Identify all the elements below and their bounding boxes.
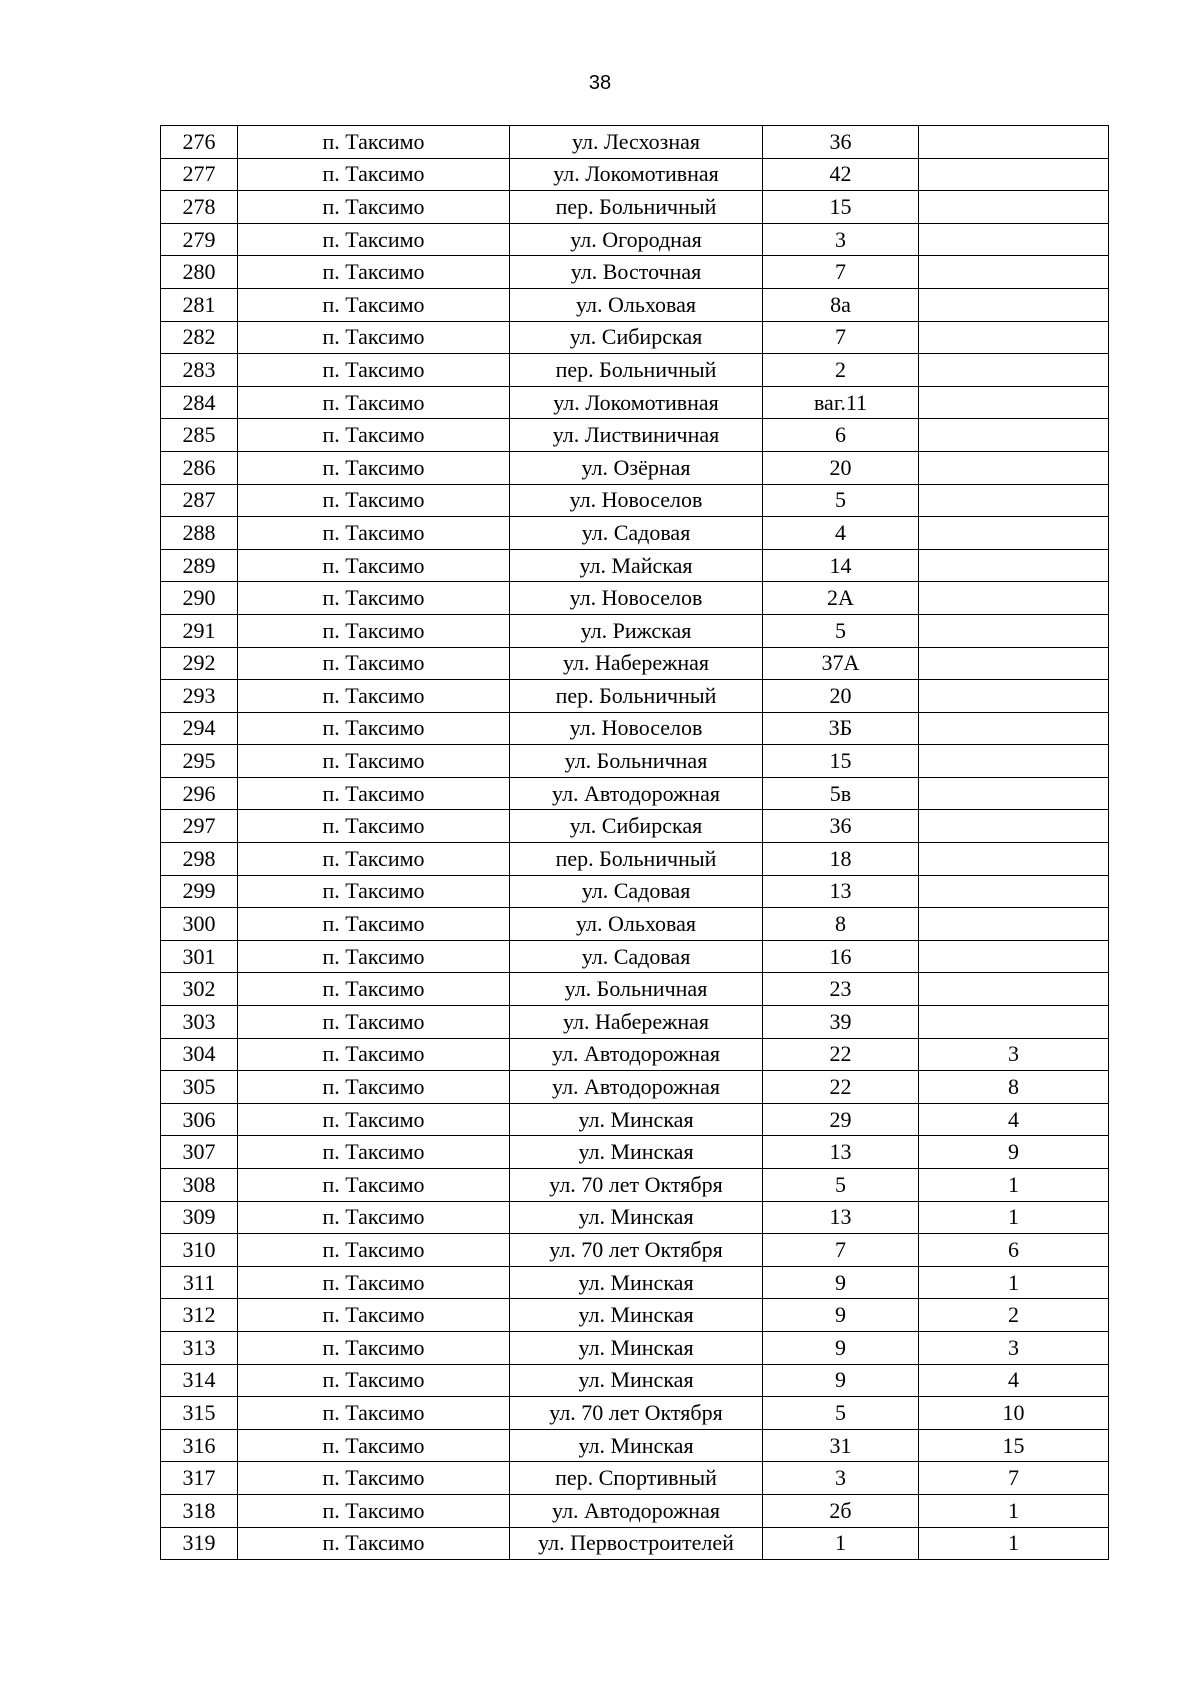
street-cell: ул. Локомотивная — [510, 158, 763, 191]
apartment-cell: 4 — [919, 1103, 1109, 1136]
house-number-cell: 5 — [763, 1397, 919, 1430]
apartment-cell — [919, 712, 1109, 745]
table-row — [161, 451, 1109, 484]
locality-cell: п. Таксимо — [238, 354, 510, 387]
house-number-cell: 20 — [763, 680, 919, 713]
row-number-cell: 305 — [161, 1071, 238, 1104]
street-cell: ул. Локомотивная — [510, 386, 763, 419]
row-number-cell: 289 — [161, 549, 238, 582]
locality-cell: п. Таксимо — [238, 1299, 510, 1332]
table-row — [161, 191, 1109, 224]
house-number-cell: 14 — [763, 549, 919, 582]
locality-cell: п. Таксимо — [238, 223, 510, 256]
row-number-cell: 297 — [161, 810, 238, 843]
street-cell: ул. Майская — [510, 549, 763, 582]
street-cell: ул. Минская — [510, 1136, 763, 1169]
apartment-cell: 1 — [919, 1169, 1109, 1202]
apartment-cell: 6 — [919, 1234, 1109, 1267]
row-number-cell: 304 — [161, 1038, 238, 1071]
row-number-cell: 290 — [161, 582, 238, 615]
row-number-cell: 314 — [161, 1364, 238, 1397]
house-number-cell: 42 — [763, 158, 919, 191]
house-number-cell: 7 — [763, 1234, 919, 1267]
locality-cell: п. Таксимо — [238, 1266, 510, 1299]
locality-cell: п. Таксимо — [238, 582, 510, 615]
house-number-cell: 29 — [763, 1103, 919, 1136]
locality-cell: п. Таксимо — [238, 614, 510, 647]
table-row — [161, 288, 1109, 321]
street-cell: ул. Минская — [510, 1364, 763, 1397]
locality-cell: п. Таксимо — [238, 1494, 510, 1527]
table-row — [161, 745, 1109, 778]
apartment-cell — [919, 810, 1109, 843]
apartment-cell: 1 — [919, 1527, 1109, 1560]
street-cell: ул. Огородная — [510, 223, 763, 256]
address-table — [160, 125, 1109, 1560]
row-number-cell: 312 — [161, 1299, 238, 1332]
row-number-cell: 283 — [161, 354, 238, 387]
house-number-cell: 31 — [763, 1429, 919, 1462]
table-row — [161, 1266, 1109, 1299]
row-number-cell: 303 — [161, 1006, 238, 1039]
house-number-cell: 1 — [763, 1527, 919, 1560]
locality-cell: п. Таксимо — [238, 1136, 510, 1169]
locality-cell: п. Таксимо — [238, 777, 510, 810]
page-number: 38 — [588, 72, 612, 94]
apartment-cell: 7 — [919, 1462, 1109, 1495]
row-number-cell: 298 — [161, 843, 238, 876]
row-number-cell: 302 — [161, 973, 238, 1006]
table-row — [161, 875, 1109, 908]
locality-cell: п. Таксимо — [238, 517, 510, 550]
house-number-cell: 20 — [763, 451, 919, 484]
table-row — [161, 1071, 1109, 1104]
street-cell: ул. Восточная — [510, 256, 763, 289]
row-number-cell: 308 — [161, 1169, 238, 1202]
table-row — [161, 126, 1109, 159]
apartment-cell — [919, 940, 1109, 973]
row-number-cell: 284 — [161, 386, 238, 419]
apartment-cell: 1 — [919, 1266, 1109, 1299]
locality-cell: п. Таксимо — [238, 1527, 510, 1560]
table-row — [161, 1234, 1109, 1267]
street-cell: ул. Автодорожная — [510, 1038, 763, 1071]
table-row — [161, 1331, 1109, 1364]
locality-cell: п. Таксимо — [238, 1429, 510, 1462]
table-row — [161, 1169, 1109, 1202]
house-number-cell: 5 — [763, 484, 919, 517]
apartment-cell — [919, 158, 1109, 191]
table-row — [161, 1429, 1109, 1462]
table-row — [161, 973, 1109, 1006]
house-number-cell: 5в — [763, 777, 919, 810]
house-number-cell: 13 — [763, 875, 919, 908]
house-number-cell: 2б — [763, 1494, 919, 1527]
locality-cell: п. Таксимо — [238, 940, 510, 973]
row-number-cell: 285 — [161, 419, 238, 452]
house-number-cell: 16 — [763, 940, 919, 973]
street-cell: ул. Минская — [510, 1429, 763, 1462]
apartment-cell — [919, 1006, 1109, 1039]
street-cell: ул. 70 лет Октября — [510, 1169, 763, 1202]
table-row — [161, 419, 1109, 452]
locality-cell: п. Таксимо — [238, 288, 510, 321]
row-number-cell: 310 — [161, 1234, 238, 1267]
locality-cell: п. Таксимо — [238, 549, 510, 582]
street-cell: ул. Автодорожная — [510, 777, 763, 810]
table-row — [161, 810, 1109, 843]
apartment-cell: 2 — [919, 1299, 1109, 1332]
apartment-cell: 9 — [919, 1136, 1109, 1169]
table-row — [161, 777, 1109, 810]
apartment-cell — [919, 973, 1109, 1006]
table-row — [161, 614, 1109, 647]
house-number-cell: 6 — [763, 419, 919, 452]
street-cell: пер. Больничный — [510, 191, 763, 224]
house-number-cell: 15 — [763, 745, 919, 778]
row-number-cell: 307 — [161, 1136, 238, 1169]
row-number-cell: 282 — [161, 321, 238, 354]
house-number-cell: 7 — [763, 321, 919, 354]
row-number-cell: 286 — [161, 451, 238, 484]
locality-cell: п. Таксимо — [238, 1169, 510, 1202]
street-cell: ул. Больничная — [510, 973, 763, 1006]
house-number-cell: 9 — [763, 1266, 919, 1299]
street-cell: ул. Сибирская — [510, 810, 763, 843]
locality-cell: п. Таксимо — [238, 484, 510, 517]
apartment-cell — [919, 191, 1109, 224]
house-number-cell: 18 — [763, 843, 919, 876]
table-row — [161, 517, 1109, 550]
row-number-cell: 296 — [161, 777, 238, 810]
locality-cell: п. Таксимо — [238, 680, 510, 713]
street-cell: ул. Садовая — [510, 940, 763, 973]
street-cell: ул. Новоселов — [510, 484, 763, 517]
row-number-cell: 295 — [161, 745, 238, 778]
row-number-cell: 306 — [161, 1103, 238, 1136]
table-row — [161, 940, 1109, 973]
apartment-cell — [919, 126, 1109, 159]
row-number-cell: 276 — [161, 126, 238, 159]
apartment-cell — [919, 777, 1109, 810]
locality-cell: п. Таксимо — [238, 419, 510, 452]
locality-cell: п. Таксимо — [238, 126, 510, 159]
address-table-body — [161, 126, 1109, 1560]
table-row — [161, 680, 1109, 713]
row-number-cell: 316 — [161, 1429, 238, 1462]
row-number-cell: 318 — [161, 1494, 238, 1527]
table-row — [161, 1038, 1109, 1071]
street-cell: ул. Листвиничная — [510, 419, 763, 452]
table-row — [161, 1494, 1109, 1527]
row-number-cell: 291 — [161, 614, 238, 647]
apartment-cell: 8 — [919, 1071, 1109, 1104]
row-number-cell: 294 — [161, 712, 238, 745]
apartment-cell — [919, 614, 1109, 647]
apartment-cell — [919, 647, 1109, 680]
apartment-cell — [919, 582, 1109, 615]
apartment-cell: 3 — [919, 1038, 1109, 1071]
row-number-cell: 277 — [161, 158, 238, 191]
locality-cell: п. Таксимо — [238, 647, 510, 680]
apartment-cell — [919, 288, 1109, 321]
house-number-cell: ваг.11 — [763, 386, 919, 419]
street-cell: ул. Сибирская — [510, 321, 763, 354]
street-cell: ул. Садовая — [510, 875, 763, 908]
house-number-cell: 7 — [763, 256, 919, 289]
row-number-cell: 280 — [161, 256, 238, 289]
row-number-cell: 299 — [161, 875, 238, 908]
row-number-cell: 281 — [161, 288, 238, 321]
street-cell: ул. Минская — [510, 1103, 763, 1136]
locality-cell: п. Таксимо — [238, 875, 510, 908]
house-number-cell: 9 — [763, 1364, 919, 1397]
house-number-cell: 39 — [763, 1006, 919, 1039]
house-number-cell: 8а — [763, 288, 919, 321]
table-row — [161, 1103, 1109, 1136]
street-cell: ул. Минская — [510, 1299, 763, 1332]
table-row — [161, 549, 1109, 582]
house-number-cell: 3 — [763, 223, 919, 256]
apartment-cell: 15 — [919, 1429, 1109, 1462]
street-cell: пер. Больничный — [510, 354, 763, 387]
apartment-cell — [919, 549, 1109, 582]
house-number-cell: 2А — [763, 582, 919, 615]
table-row — [161, 1364, 1109, 1397]
house-number-cell: 9 — [763, 1299, 919, 1332]
locality-cell: п. Таксимо — [238, 1071, 510, 1104]
house-number-cell: 5 — [763, 1169, 919, 1202]
street-cell: ул. Автодорожная — [510, 1494, 763, 1527]
row-number-cell: 317 — [161, 1462, 238, 1495]
house-number-cell: 22 — [763, 1038, 919, 1071]
table-row — [161, 1136, 1109, 1169]
table-row — [161, 484, 1109, 517]
table-row — [161, 256, 1109, 289]
locality-cell: п. Таксимо — [238, 908, 510, 941]
street-cell: ул. 70 лет Октября — [510, 1397, 763, 1430]
apartment-cell — [919, 843, 1109, 876]
house-number-cell: 37А — [763, 647, 919, 680]
locality-cell: п. Таксимо — [238, 1038, 510, 1071]
locality-cell: п. Таксимо — [238, 386, 510, 419]
street-cell: ул. Лесхозная — [510, 126, 763, 159]
table-row — [161, 321, 1109, 354]
apartment-cell: 4 — [919, 1364, 1109, 1397]
row-number-cell: 313 — [161, 1331, 238, 1364]
house-number-cell: 8 — [763, 908, 919, 941]
locality-cell: п. Таксимо — [238, 1234, 510, 1267]
street-cell: ул. Набережная — [510, 647, 763, 680]
locality-cell: п. Таксимо — [238, 158, 510, 191]
table-row — [161, 354, 1109, 387]
street-cell: ул. Больничная — [510, 745, 763, 778]
street-cell: ул. Минская — [510, 1331, 763, 1364]
street-cell: ул. Озёрная — [510, 451, 763, 484]
house-number-cell: 13 — [763, 1136, 919, 1169]
house-number-cell: 36 — [763, 126, 919, 159]
row-number-cell: 287 — [161, 484, 238, 517]
table-row — [161, 1397, 1109, 1430]
locality-cell: п. Таксимо — [238, 1201, 510, 1234]
street-cell: ул. Ольховая — [510, 908, 763, 941]
street-cell: ул. Автодорожная — [510, 1071, 763, 1104]
row-number-cell: 300 — [161, 908, 238, 941]
table-row — [161, 647, 1109, 680]
table-row — [161, 1462, 1109, 1495]
locality-cell: п. Таксимо — [238, 191, 510, 224]
apartment-cell — [919, 451, 1109, 484]
locality-cell: п. Таксимо — [238, 810, 510, 843]
street-cell: ул. Новоселов — [510, 712, 763, 745]
row-number-cell: 311 — [161, 1266, 238, 1299]
locality-cell: п. Таксимо — [238, 1397, 510, 1430]
apartment-cell — [919, 745, 1109, 778]
house-number-cell: 13 — [763, 1201, 919, 1234]
locality-cell: п. Таксимо — [238, 745, 510, 778]
house-number-cell: 5 — [763, 614, 919, 647]
table-row — [161, 712, 1109, 745]
house-number-cell: 4 — [763, 517, 919, 550]
street-cell: ул. Ольховая — [510, 288, 763, 321]
apartment-cell — [919, 256, 1109, 289]
street-cell: ул. Рижская — [510, 614, 763, 647]
street-cell: ул. Садовая — [510, 517, 763, 550]
house-number-cell: 15 — [763, 191, 919, 224]
street-cell: ул. Минская — [510, 1266, 763, 1299]
row-number-cell: 315 — [161, 1397, 238, 1430]
street-cell: ул. Набережная — [510, 1006, 763, 1039]
row-number-cell: 292 — [161, 647, 238, 680]
house-number-cell: 3 — [763, 1462, 919, 1495]
row-number-cell: 288 — [161, 517, 238, 550]
locality-cell: п. Таксимо — [238, 321, 510, 354]
street-cell: ул. Минская — [510, 1201, 763, 1234]
row-number-cell: 301 — [161, 940, 238, 973]
house-number-cell: 22 — [763, 1071, 919, 1104]
row-number-cell: 278 — [161, 191, 238, 224]
apartment-cell — [919, 419, 1109, 452]
house-number-cell: 2 — [763, 354, 919, 387]
house-number-cell: 36 — [763, 810, 919, 843]
apartment-cell — [919, 386, 1109, 419]
table-row — [161, 1299, 1109, 1332]
table-row — [161, 1527, 1109, 1560]
street-cell: пер. Больничный — [510, 680, 763, 713]
house-number-cell: 3Б — [763, 712, 919, 745]
house-number-cell: 23 — [763, 973, 919, 1006]
street-cell: ул. Первостроителей — [510, 1527, 763, 1560]
table-row — [161, 582, 1109, 615]
apartment-cell — [919, 223, 1109, 256]
street-cell: ул. 70 лет Октября — [510, 1234, 763, 1267]
street-cell: пер. Больничный — [510, 843, 763, 876]
apartment-cell — [919, 517, 1109, 550]
street-cell: пер. Спортивный — [510, 1462, 763, 1495]
street-cell: ул. Новоселов — [510, 582, 763, 615]
locality-cell: п. Таксимо — [238, 712, 510, 745]
locality-cell: п. Таксимо — [238, 451, 510, 484]
table-row — [161, 1006, 1109, 1039]
apartment-cell: 1 — [919, 1201, 1109, 1234]
apartment-cell — [919, 484, 1109, 517]
locality-cell: п. Таксимо — [238, 1364, 510, 1397]
table-row — [161, 158, 1109, 191]
row-number-cell: 309 — [161, 1201, 238, 1234]
table-row — [161, 386, 1109, 419]
row-number-cell: 279 — [161, 223, 238, 256]
table-row — [161, 1201, 1109, 1234]
locality-cell: п. Таксимо — [238, 1331, 510, 1364]
row-number-cell: 293 — [161, 680, 238, 713]
apartment-cell — [919, 354, 1109, 387]
locality-cell: п. Таксимо — [238, 1462, 510, 1495]
apartment-cell: 1 — [919, 1494, 1109, 1527]
apartment-cell — [919, 908, 1109, 941]
locality-cell: п. Таксимо — [238, 256, 510, 289]
apartment-cell: 10 — [919, 1397, 1109, 1430]
apartment-cell — [919, 680, 1109, 713]
apartment-cell — [919, 321, 1109, 354]
table-row — [161, 908, 1109, 941]
table-row — [161, 223, 1109, 256]
locality-cell: п. Таксимо — [238, 1103, 510, 1136]
row-number-cell: 319 — [161, 1527, 238, 1560]
house-number-cell: 9 — [763, 1331, 919, 1364]
table-row — [161, 843, 1109, 876]
locality-cell: п. Таксимо — [238, 1006, 510, 1039]
apartment-cell: 3 — [919, 1331, 1109, 1364]
locality-cell: п. Таксимо — [238, 843, 510, 876]
locality-cell: п. Таксимо — [238, 973, 510, 1006]
apartment-cell — [919, 875, 1109, 908]
